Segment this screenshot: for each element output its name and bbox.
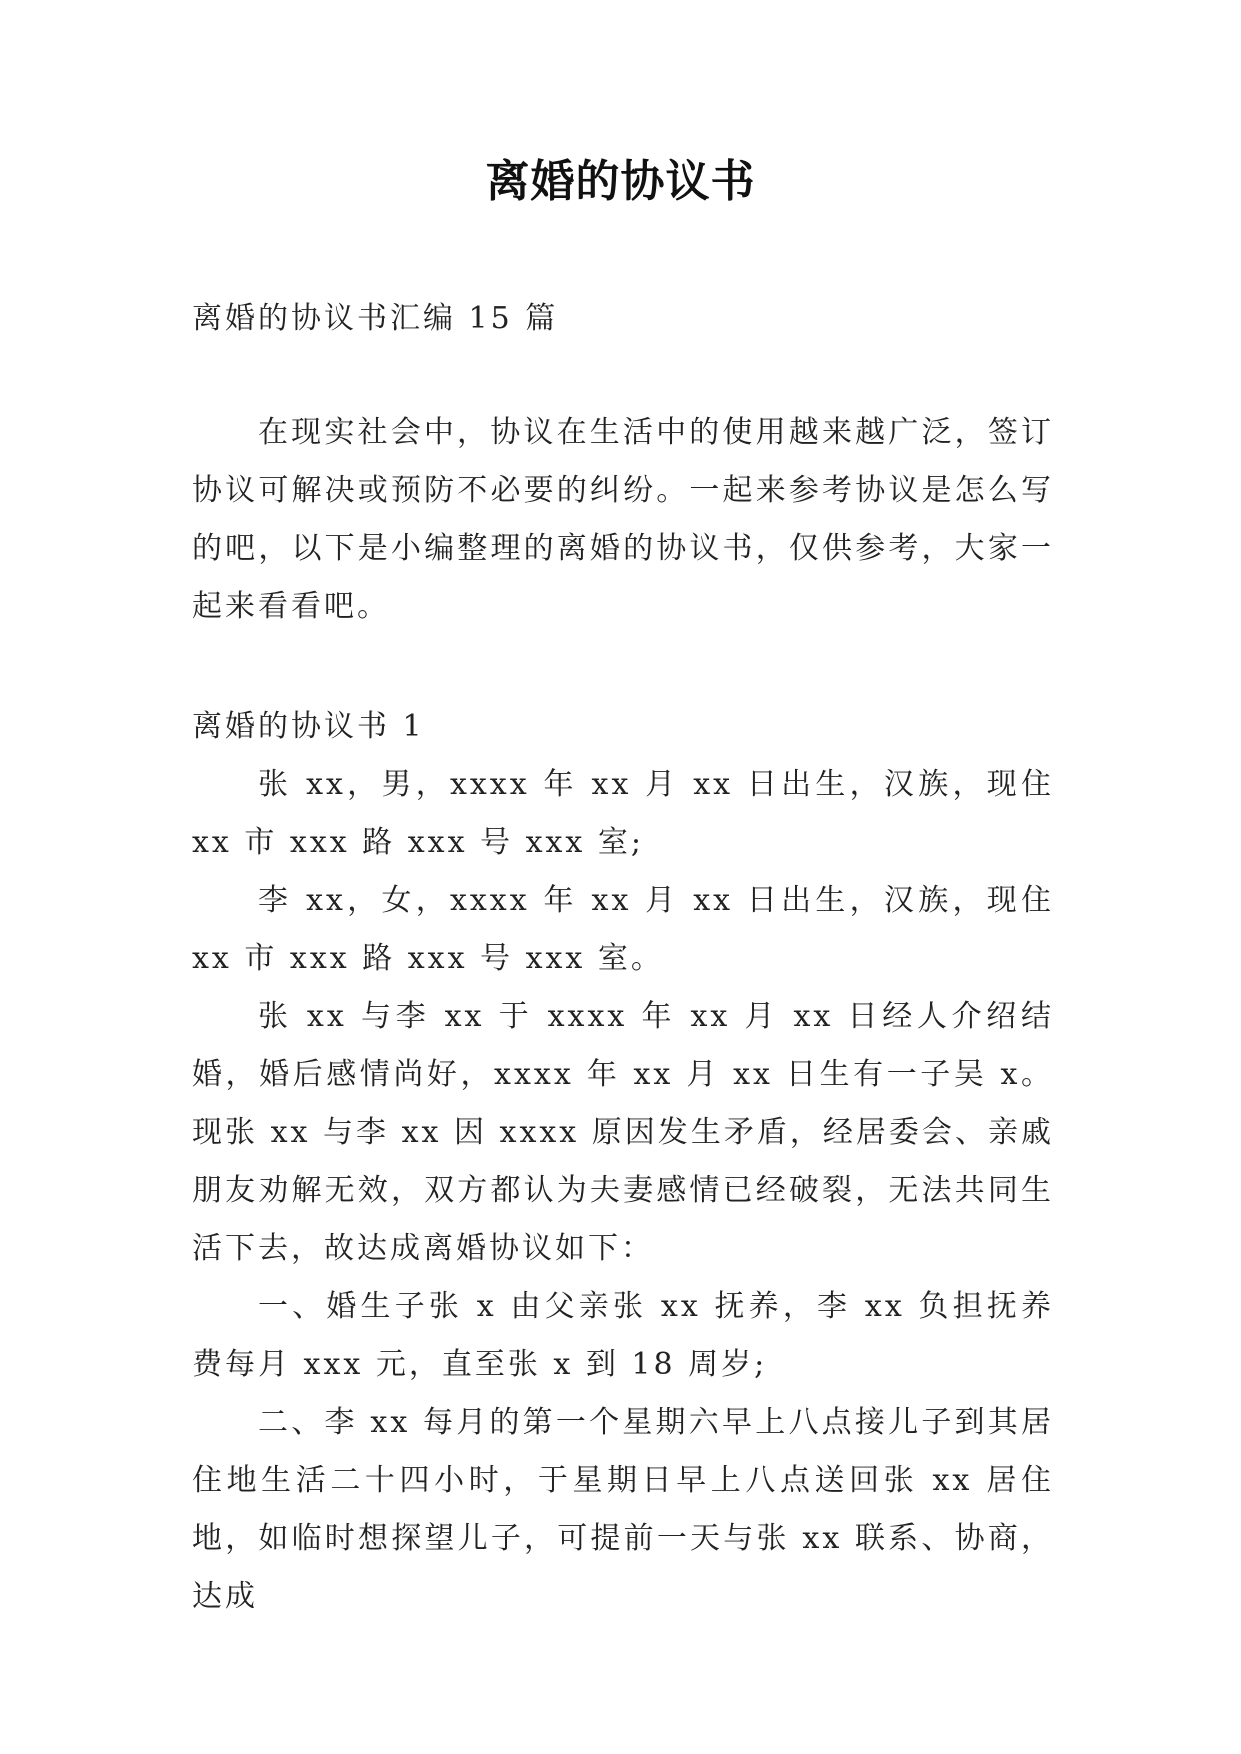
paragraph-party-zhang: 张 xx，男，xxxx 年 xx 月 xx 日出生，汉族，现住 xx 市 xxx 路 xxx 号 xxx 室; <box>192 767 1054 860</box>
section-heading: 离婚的协议书 1 <box>192 709 425 744</box>
paragraph-clause-1: 一、婚生子张 x 由父亲张 xx 抚养，李 xx 负担抚养费每月 xxx 元，直至张 x 到 18 周岁; <box>192 1289 1054 1382</box>
document-subtitle: 离婚的协议书汇编 15 篇 <box>192 301 559 336</box>
agreement-body <box>192 756 1054 1626</box>
document-title: 离婚的协议书 <box>485 156 756 207</box>
intro-paragraph: 在现实社会中，协议在生活中的使用越来越广泛，签订协议可解决或预防不必要的纠纷。一起来参考协议是怎么写的吧，以下是小编整理的离婚的协议书，仅供参考，大家一起来看看吧。 <box>192 415 1054 624</box>
paragraph-party-li: 李 xx，女，xxxx 年 xx 月 xx 日出生，汉族，现住 xx 市 xxx 路 xxx 号 xxx 室。 <box>192 883 1054 976</box>
paragraph-background: 张 xx 与李 xx 于 xxxx 年 xx 月 xx 日经人介绍结婚，婚后感情尚好，xxxx 年 xx 月 xx 日生有一子吴 x。现张 xx 与李 xx 因 xxxx 原因发生矛盾，经居委会、亲戚朋友劝解无效，双方都认为夫妻感情已经破裂，无法共同生活下去，故达成离婚协议如下： <box>192 999 1054 1266</box>
paragraph-clause-2: 二、李 xx 每月的第一个星期六早上八点接儿子到其居住地生活二十四小时，于星期日早上八点送回张 xx 居住地，如临时想探望儿子，可提前一天与张 xx 联系、协商，达成 <box>192 1405 1054 1614</box>
